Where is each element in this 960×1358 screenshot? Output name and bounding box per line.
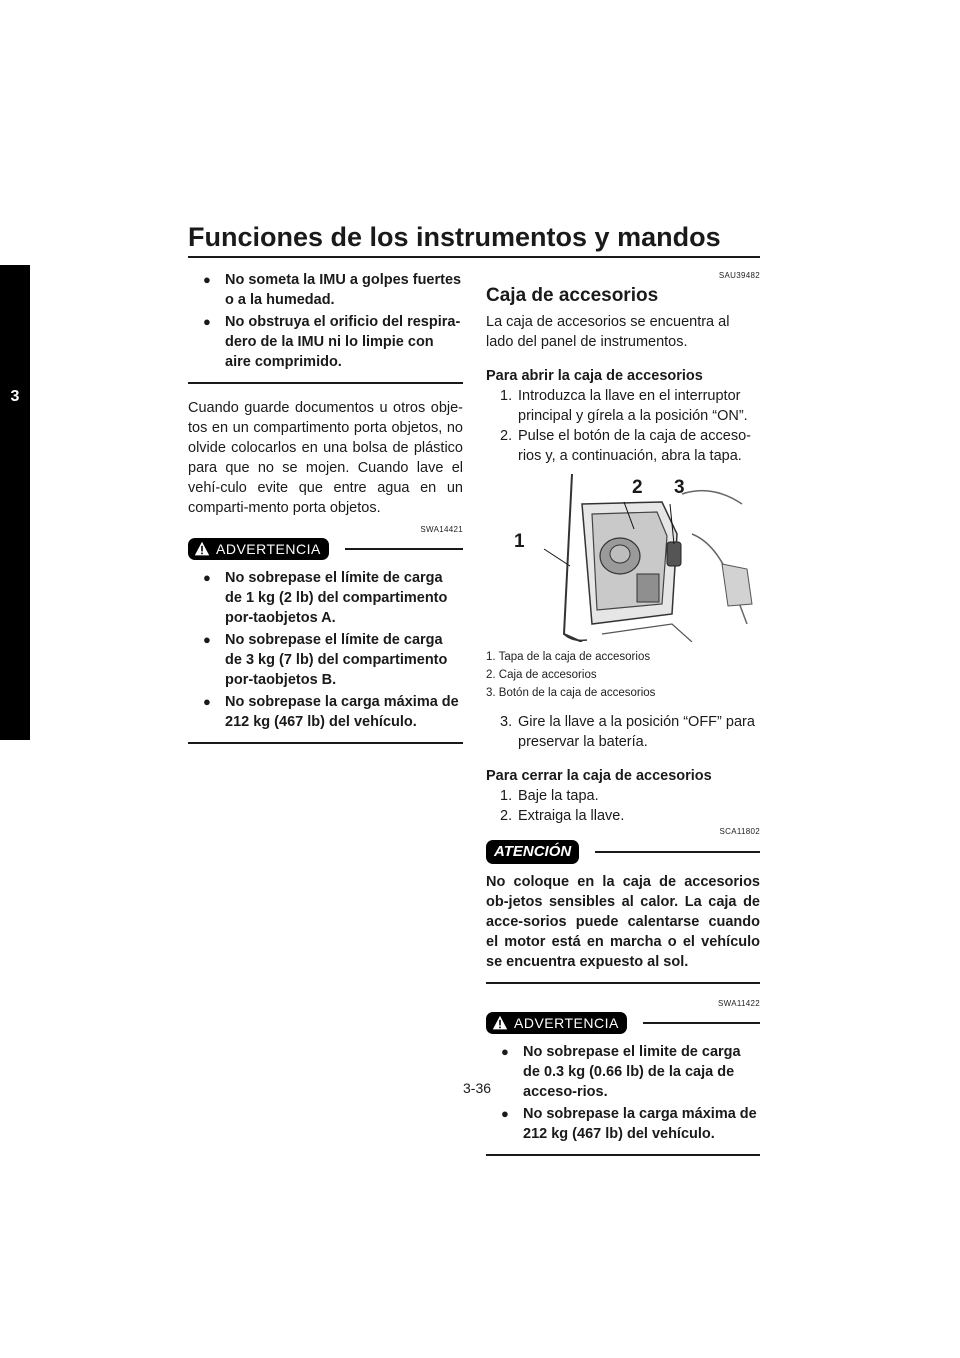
bullet-dot-icon: ●: [501, 1044, 509, 1059]
bullet-dot-icon: ●: [203, 694, 211, 709]
figure-caption: 1. Tapa de la caja de accesorios: [486, 651, 651, 663]
bullet-dot-icon: ●: [203, 570, 211, 585]
figure-caption: 2. Caja de accesorios: [486, 669, 597, 681]
warning2-end-rule: [486, 1154, 760, 1156]
section-intro: La caja de accesorios se encuentra al lado del panel de instrumentos.: [486, 314, 730, 350]
warning-triangle-icon: [194, 541, 210, 557]
bullet-dot-icon: ●: [501, 1106, 509, 1121]
warning-end-rule: [188, 382, 463, 384]
warning2-badge: [486, 1012, 627, 1034]
bullet-dot-icon: ●: [203, 272, 211, 287]
accessory-box-figure: [486, 474, 760, 642]
warning-code: SWA14421: [420, 525, 463, 534]
section-code: SAU39482: [718, 271, 760, 280]
figure-callout-2: 2: [632, 477, 643, 498]
warning2-code: SWA11422: [718, 999, 760, 1008]
caution-end-rule: [486, 982, 760, 984]
accessory-box-illustration: [542, 474, 760, 642]
warning2-header: [486, 1012, 760, 1034]
storage-paragraph: Cuando guarde documentos u otros obje-tos en un compartimento porta objetos, no olvide colocarlos en una bolsa de plástico para que no se mojen. Cuando lave el vehí-culo evite que entre agua en un comparti-mento porta objetos.: [188, 400, 463, 516]
section-title: Caja de accesorios: [486, 285, 659, 306]
warning-triangle-icon: [492, 1015, 508, 1031]
chapter-tab: [0, 265, 30, 740]
step-item: 1. Baje la tapa.: [500, 788, 599, 804]
page-number: 3-36: [463, 1080, 492, 1096]
bullet-dot-icon: ●: [203, 632, 211, 647]
chapter-tab-label: 3: [10, 388, 20, 405]
bullet-item: ● No sobrepase el límite de carga de 3 kg (7 lb) del compartimento por-taobjetos B.: [203, 632, 448, 688]
caution-text: No coloque en la caja de accesorios ob-jetos sensibles al calor. La caja de acce-sorios puede calentarse cuando el motor está en marcha o el vehículo se encuentra expuesto al sol.: [486, 874, 760, 970]
step-item: 2. Extraiga la llave.: [500, 808, 625, 824]
figure-callout-3: 3: [674, 477, 685, 498]
bullet-item: ● No sobrepase la carga máxima de 212 kg (467 lb) del vehículo.: [501, 1106, 757, 1142]
step-item: 3. Gire la llave a la posición “OFF” para preservar la batería.: [500, 714, 755, 750]
page-header: [188, 222, 760, 258]
bullet-dot-icon: ●: [203, 314, 211, 329]
bullet-item: ● No sobrepase el límite de carga de 1 kg (2 lb) del compartimento por-taobjetos A.: [203, 570, 448, 626]
bullet-item: ● No obstruya el orificio del respira-dero de la IMU ni lo limpie con aire comprimido.: [203, 314, 461, 370]
bullet-item: ● No someta la IMU a golpes fuertes o a la humedad.: [203, 272, 462, 308]
page-title: Funciones de los instrumentos y mandos: [188, 222, 721, 252]
figure-callout-1: 1: [514, 531, 525, 552]
close-heading: Para cerrar la caja de accesorios: [486, 768, 712, 784]
header-rule: [188, 256, 760, 258]
warning-badge: [188, 538, 329, 560]
open-heading: Para abrir la caja de accesorios: [486, 368, 703, 384]
caution-code: SCA11802: [719, 827, 760, 836]
step-item: 2. Pulse el botón de la caja de acceso-rios y, a continuación, abra la tapa.: [500, 428, 751, 464]
warning2-header-line: [643, 1022, 760, 1024]
warning2-label: ADVERTENCIA: [514, 1015, 619, 1031]
figure-caption: 3. Botón de la caja de accesorios: [486, 687, 656, 699]
figure-captions: [486, 648, 760, 702]
caution-badge: ATENCIÓN: [486, 840, 579, 864]
bullet-item: ● No sobrepase la carga máxima de 212 kg (467 lb) del vehículo.: [203, 694, 459, 730]
bullet-item: ● No sobrepase el limite de carga de 0.3 kg (0.66 lb) de la caja de acceso-rios.: [501, 1044, 741, 1100]
warning-header: [188, 538, 463, 560]
right-column: [486, 270, 760, 1156]
left-column: [188, 270, 463, 744]
warning-end-rule: [188, 742, 463, 744]
caution-header: [486, 840, 760, 864]
warning-label: ADVERTENCIA: [216, 541, 321, 557]
caution-header-line: [595, 851, 760, 853]
step-item: 1. Introduzca la llave en el interruptor principal y gírela a la posición “ON”.: [500, 388, 748, 424]
warning-header-line: [345, 548, 463, 550]
